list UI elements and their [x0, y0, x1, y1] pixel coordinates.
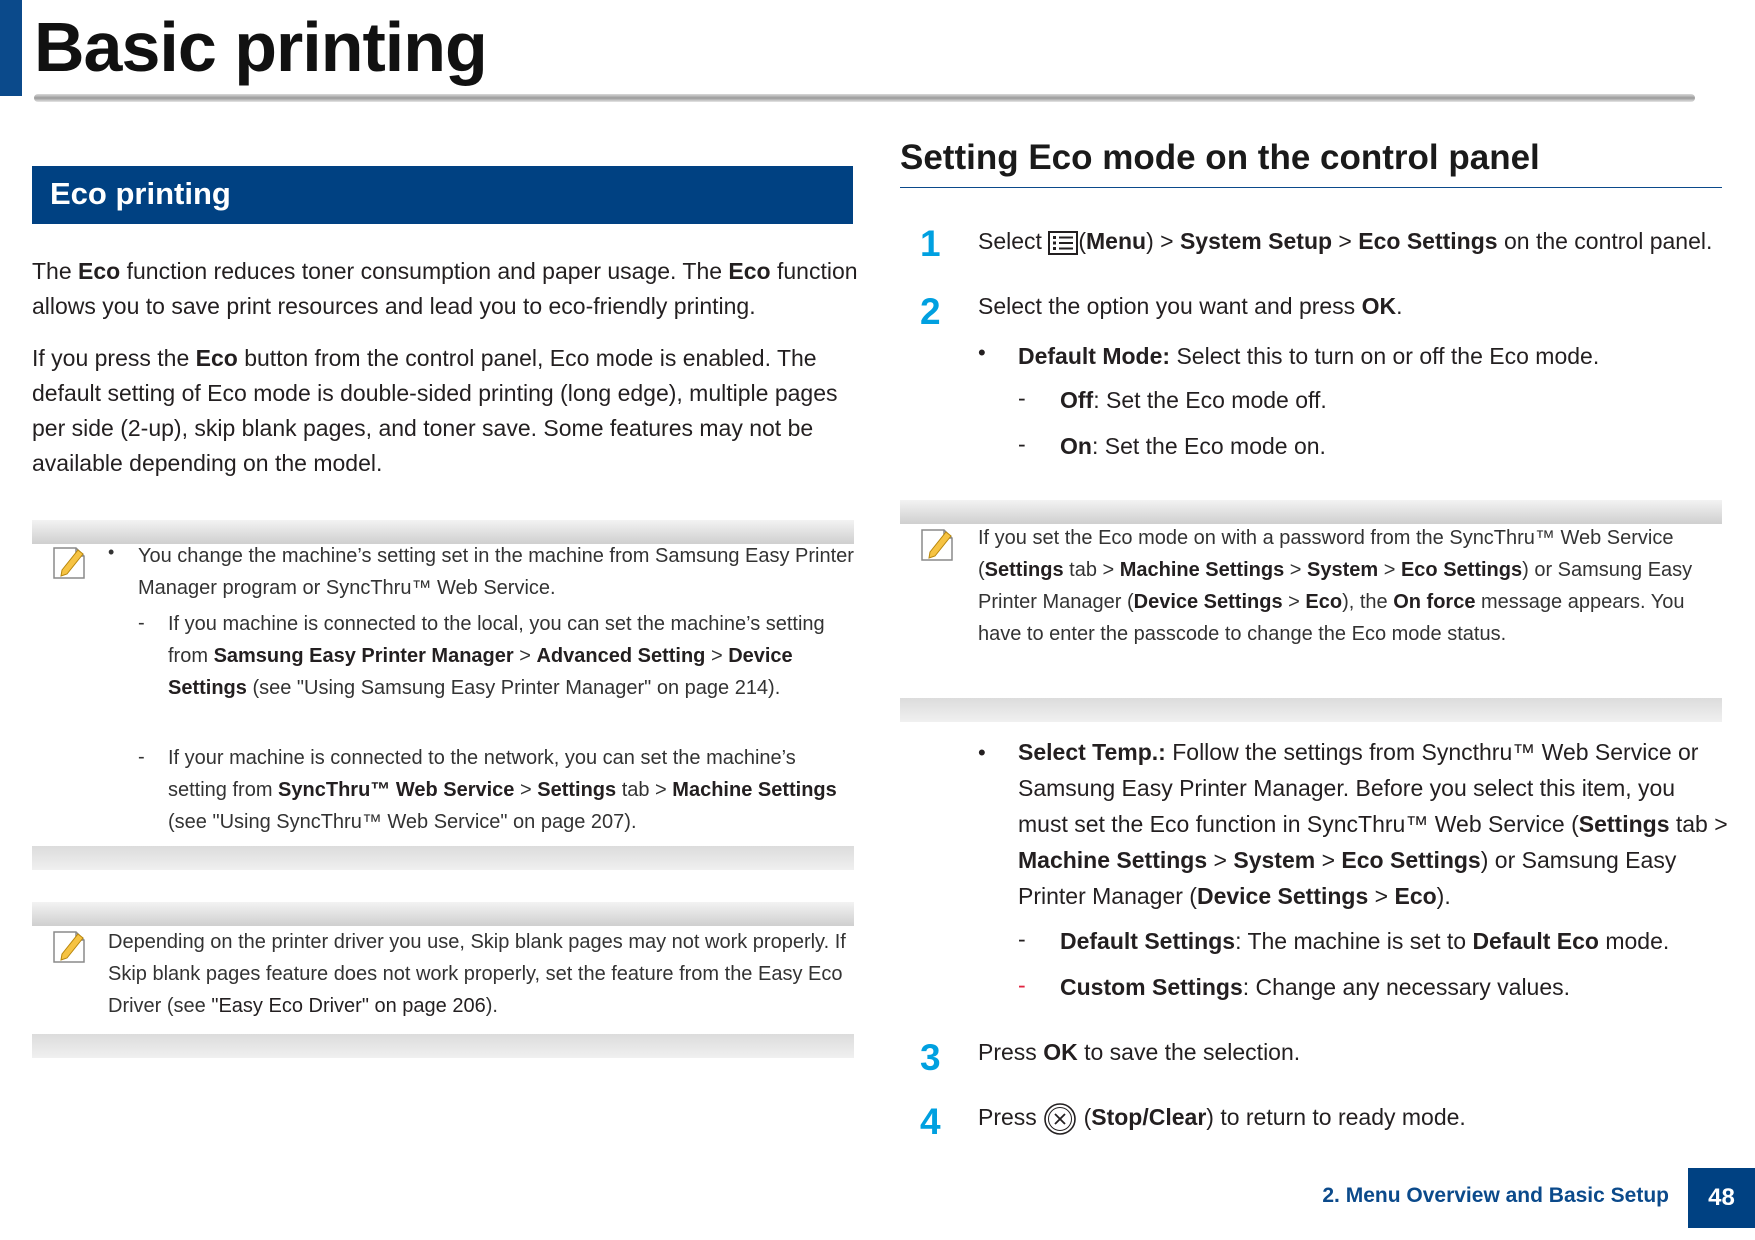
- header-divider: [34, 94, 1695, 102]
- note-top-band: [32, 902, 854, 926]
- section-title: Eco printing: [50, 176, 231, 211]
- menu-icon: [1048, 230, 1078, 256]
- eco-button-paragraph: If you press the Eco button from the control panel, Eco mode is enabled. The default setting of Eco mode is double-sided printing (long edge), multiple pages per side (2-up), skip blank pages, and toner save. Some features may not be available depending on the model.: [32, 345, 838, 476]
- dash: -: [138, 746, 145, 768]
- dash: -: [1018, 385, 1026, 411]
- custom-settings-text: Custom Settings: Change any necessary values.: [1060, 974, 1571, 1000]
- step-1-text: Select (Menu) > System Setup > Eco Settings on the control panel.: [978, 228, 1713, 254]
- dash: -: [1018, 926, 1026, 952]
- dash: -: [1018, 972, 1026, 998]
- off-option-text: Off: Set the Eco mode off.: [1060, 387, 1327, 413]
- note-sub-network: If your machine is connected to the network, you can set the machine’s setting from SyncThru™ Web Service > Settings tab > Machine Settings (see "Using SyncThru™ Web Service" on page 207).: [168, 747, 837, 833]
- dash: -: [1018, 431, 1026, 457]
- pencil-note-icon: [48, 540, 92, 584]
- step-number: 4: [920, 1101, 941, 1142]
- select-temp-text: Select Temp.: Follow the settings from Syncthru™ Web Service or Samsung Easy Printer Manager. Before you select this item, you must set the Eco function in SyncThru™ Web Service (Settings tab > Machine Settings > System > Eco Settings) or Samsung Easy Printer Manager (Device Settings > Eco).: [1018, 739, 1728, 909]
- step-number: 1: [920, 223, 941, 264]
- stop-clear-icon: [1043, 1102, 1077, 1136]
- page-number: 48: [1688, 1168, 1755, 1228]
- default-mode-text: Default Mode: Select this to turn on or off the Eco mode.: [1018, 343, 1600, 369]
- default-settings-text: Default Settings: The machine is set to Default Eco mode.: [1060, 928, 1670, 954]
- bullet-dot: •: [978, 340, 986, 365]
- header-accent-bar: [0, 0, 22, 96]
- step-number: 2: [920, 291, 941, 332]
- note-bottom-band: [32, 1034, 854, 1058]
- note-skip-blank-text: Depending on the printer driver you use, Skip blank pages may not work properly. If Skip blank pages feature does not work properly, set the feature from the Easy Eco Driver (see "Easy Eco Driver" on page 206).: [108, 931, 846, 1017]
- note-sub-local: If you machine is connected to the local, you can set the machine’s setting from Samsung Easy Printer Manager > Advanced Setting > Device Settings (see "Using Samsung Easy Printer Manager" on page 214).: [168, 613, 825, 699]
- note-skip-blank: [32, 902, 854, 1058]
- note-password-text: If you set the Eco mode on with a password from the SyncThru™ Web Service (Settings tab > Machine Settings > System > Eco Settings) or Samsung Easy Printer Manager (Device Settings > Eco), the On force message appears. You have to enter the passcode to change the Eco mode status.: [978, 527, 1693, 645]
- bullet-dot: •: [108, 542, 115, 562]
- step-2-text: Select the option you want and press OK.: [978, 293, 1403, 319]
- pencil-note-icon: [916, 522, 960, 566]
- step-3-text: Press OK to save the selection.: [978, 1039, 1301, 1065]
- heading-rule: [900, 187, 1722, 188]
- note-bottom-band: [32, 846, 854, 870]
- note-bottom-band: [900, 698, 1722, 722]
- note-password: [900, 500, 1722, 722]
- dash: -: [138, 612, 145, 634]
- page-title: Basic printing: [34, 8, 487, 86]
- right-heading: Setting Eco mode on the control panel: [900, 138, 1540, 177]
- note-main-text: You change the machine’s setting set in the machine from Samsung Easy Printer Manager program or SyncThru™ Web Service.: [138, 545, 854, 599]
- note-top-band: [900, 500, 1722, 524]
- on-option-text: On: Set the Eco mode on.: [1060, 433, 1326, 459]
- bullet-dot: •: [978, 740, 986, 765]
- footer-chapter: 2. Menu Overview and Basic Setup: [1322, 1184, 1669, 1207]
- step-4-text: Press (Stop/Clear) to return to ready mode.: [978, 1100, 1728, 1136]
- pencil-note-icon: [48, 924, 92, 968]
- easy-eco-driver-link[interactable]: "Easy Eco Driver" on page 206: [211, 995, 486, 1017]
- step-number: 3: [920, 1037, 941, 1078]
- note-machine-settings: [32, 520, 854, 870]
- eco-intro-paragraph: The Eco function reduces toner consumption and paper usage. The Eco function allows you to save print resources and lead you to eco-friendly printing.: [32, 258, 858, 319]
